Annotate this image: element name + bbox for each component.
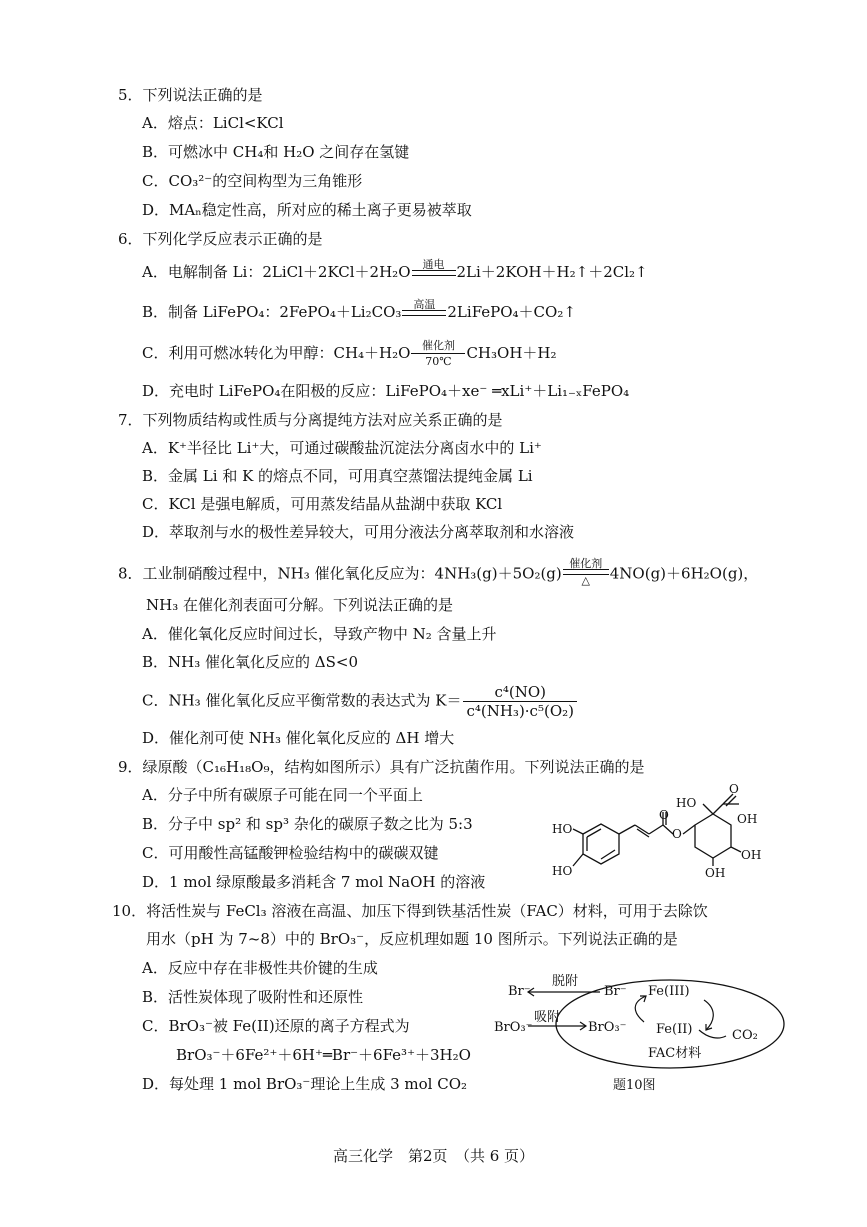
fig-material-label: FAC材料 [648, 1046, 702, 1061]
q8-c-fraction [463, 683, 577, 720]
q6-c-reactants: C．利用可燃冰转化为甲醇：CH₄＋H₂O [142, 344, 411, 362]
q8-option-d: D．催化剂可使 NH₃ 催化氧化反应的 ΔH 增大 [142, 729, 455, 747]
fig-br-out: Br⁻ [508, 984, 531, 999]
fig-adsorb-label: 吸附 [534, 1010, 561, 1025]
q8-option-b: B．NH₃ 催化氧化反应的 ΔS<0 [142, 653, 358, 671]
q6-c-products: CH₃OH＋H₂ [466, 344, 557, 362]
q8-condition-top: 催化剂 [569, 557, 603, 570]
q10-stem-line2: 用水（pH 为 7~8）中的 BrO₃⁻，反应机理如题 10 图所示。下列说法正确的是 [146, 930, 678, 948]
q7-option-a: A．K⁺半径比 Li⁺大，可通过碳酸盐沉淀法分离卤水中的 Li⁺ [142, 439, 542, 457]
structure-ho-left-bottom: HO [552, 864, 573, 878]
q5-option-b: B．可燃冰中 CH₄和 H₂O 之间存在氢键 [142, 143, 410, 161]
q6-option-a [142, 257, 648, 282]
structure-ho-left-top: HO [552, 822, 573, 836]
q9-option-a: A．分子中所有碳原子可能在同一个平面上 [142, 786, 423, 804]
structure-oh-ring: OH [741, 848, 762, 862]
q5-option-c: C．CO₃²⁻的空间构型为三角锥形 [142, 172, 363, 190]
structure-carbonyl-o: O [729, 782, 739, 796]
q8-stem-products: 4NO(g)＋6H₂O(g)， [609, 564, 759, 583]
structure-carbonyl-o-ester: O [659, 808, 669, 822]
q8-stem-reactants: 8．工业制硝酸过程中，NH₃ 催化氧化反应为：4NH₃(g)＋5O₂(g) [118, 564, 562, 583]
q6-b-products: 2LiFePO₄＋CO₂↑ [447, 303, 576, 321]
q8-stem-line2: NH₃ 在催化剂表面可分解。下列说法正确的是 [146, 596, 453, 614]
q6-stem: 6．下列化学反应表示正确的是 [118, 230, 323, 248]
q8-c-denominator: c⁴(NH₃)·c⁵(O₂) [466, 702, 574, 720]
q10-stem: 10．将活性炭与 FeCl₃ 溶液在高温、加压下得到铁基活性炭（FAC）材料，可用于去除饮 [112, 902, 708, 920]
q9-option-d: D．1 mol 绿原酸最多消耗含 7 mol NaOH 的溶液 [142, 873, 486, 891]
q9-option-c: C．可用酸性高锰酸钾检验结构中的碳碳双键 [142, 844, 439, 862]
fig-fe3: Fe(III) [648, 984, 690, 999]
q8-arrow [563, 558, 609, 587]
structure-ho-top: HO [676, 796, 697, 810]
fig-bro3-out: BrO₃⁻ [494, 1020, 533, 1035]
q6-b-reactants: B．制备 LiFePO₄：2FePO₄＋Li₂CO₃ [142, 303, 402, 321]
q6-a-reactants: A．电解制备 Li：2LiCl＋2KCl＋2H₂O [142, 263, 411, 281]
q6-a-products: 2Li＋2KOH＋H₂↑＋2Cl₂↑ [456, 263, 648, 281]
q7-option-d: D．萃取剂与水的极性差异较大，可用分液法分离萃取剂和水溶液 [142, 523, 575, 541]
q10-option-c: C．BrO₃⁻被 Fe(II)还原的离子方程式为 [142, 1017, 410, 1035]
q6-c-arrow [411, 340, 465, 368]
fig-fe2: Fe(II) [656, 1022, 693, 1037]
structure-ester-o: O [672, 827, 682, 841]
q9-stem: 9．绿原酸（C₁₆H₁₈O₉，结构如图所示）具有广泛抗菌作用。下列说法正确的是 [118, 758, 645, 776]
q8-option-c [142, 683, 579, 720]
q7-option-c: C．KCl 是强电解质，可用蒸发结晶从盐湖中获取 KCl [142, 495, 503, 513]
fig-bro3-in: BrO₃⁻ [588, 1020, 627, 1035]
q10-option-b: B．活性炭体现了吸附性和还原性 [142, 988, 364, 1006]
fig-br-in: Br⁻ [604, 984, 627, 999]
q5-option-a: A．熔点：LiCl<KCl [142, 114, 284, 132]
structure-oh-bottom: OH [705, 866, 726, 880]
q8-c-numerator: c⁴(NO) [463, 683, 577, 702]
q6-option-b [142, 297, 576, 322]
q5-stem: 5．下列说法正确的是 [118, 86, 263, 104]
structure-oh-right: OH [737, 812, 758, 826]
q6-option-d: D．充电时 LiFePO₄在阳极的反应：LiFePO₄＋xe⁻ ═xLi⁺＋Li₁₋ₓFePO₄ [142, 382, 630, 400]
q8-stem [118, 557, 759, 589]
q7-option-b: B．金属 Li 和 K 的熔点不同，可用真空蒸馏法提纯金属 Li [142, 467, 533, 485]
q8-condition-bottom: △ [581, 574, 590, 587]
q6-a-condition: 通电 [422, 257, 445, 271]
q10-option-c-equation: BrO₃⁻＋6Fe²⁺＋6H⁺═Br⁻＋6Fe³⁺＋3H₂O [176, 1046, 471, 1064]
q10-option-a: A．反应中存在非极性共价键的生成 [142, 959, 378, 977]
q6-a-arrow [412, 259, 456, 276]
q9-option-b: B．分子中 sp² 和 sp³ 杂化的碳原子数之比为 5:3 [142, 815, 473, 833]
q8-c-text: C．NH₃ 催化氧化反应平衡常数的表达式为 K＝ [142, 691, 462, 710]
q7-stem: 7．下列物质结构或性质与分离提纯方法对应关系正确的是 [118, 411, 503, 429]
q6-c-condition-bottom: 70℃ [425, 355, 452, 368]
q5-option-d: D．MAₙ稳定性高，所对应的稀土离子更易被萃取 [142, 201, 472, 219]
fig-caption: 题10图 [613, 1078, 656, 1093]
page-footer: 高三化学 第2页 （共 6 页） [332, 1147, 535, 1165]
q10-option-d: D．每处理 1 mol BrO₃⁻理论上生成 3 mol CO₂ [142, 1075, 468, 1093]
q6-option-c [142, 340, 557, 368]
q6-b-arrow [402, 299, 446, 316]
fig-co2: CO₂ [732, 1028, 758, 1043]
q8-option-a: A．催化氧化反应时间过长，导致产物中 N₂ 含量上升 [142, 625, 497, 643]
fig-desorb-label: 脱附 [552, 974, 579, 989]
q6-b-condition: 高温 [413, 297, 436, 311]
q6-c-condition-top: 催化剂 [421, 339, 455, 352]
